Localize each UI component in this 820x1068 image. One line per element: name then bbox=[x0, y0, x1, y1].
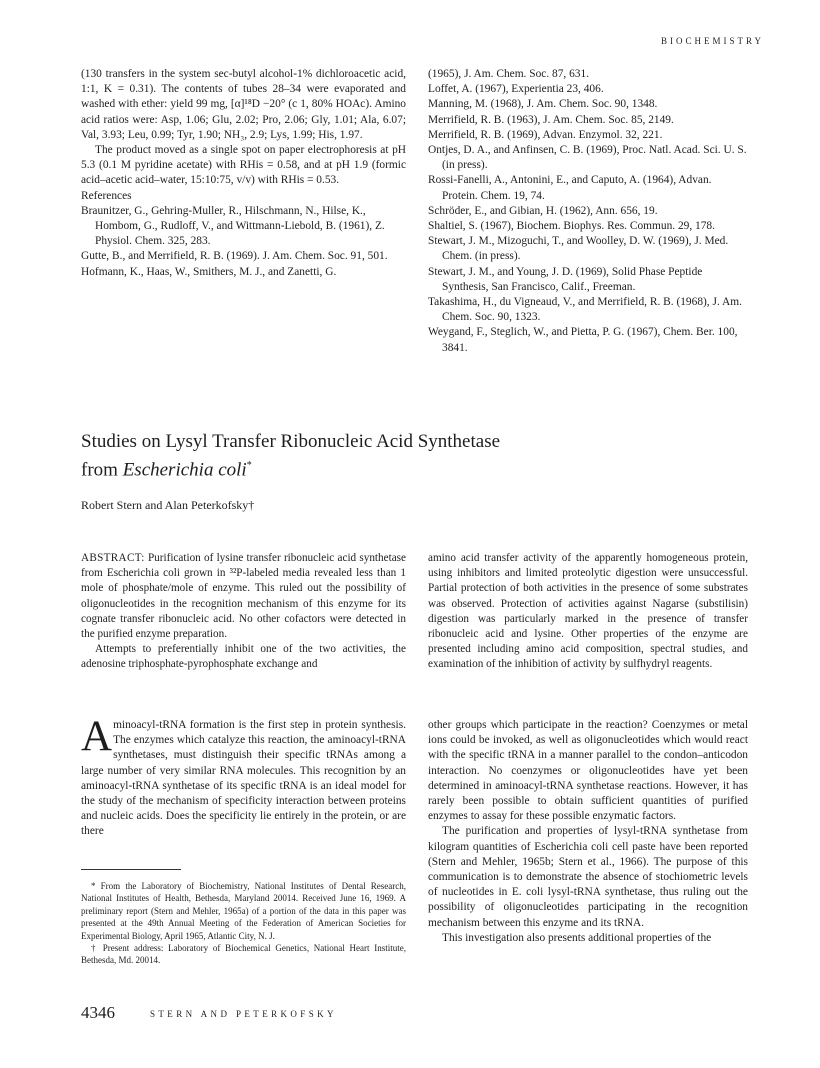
abstract-text: Purification of lysine transfer ribonucleic acid synthetase from Escherichia coli grown in ³²P-labeled media revealed less than 1 mole of phosphate/mole of enzyme. This ruled out the possibility of oligonucleotides in the recognition mechanism of this enzyme for its cognate transfer ribonucleic acid. No other cofactors were detected in the purified enzyme preparation. bbox=[81, 552, 406, 641]
reference-item: Stewart, J. M., and Young, J. D. (1969), Solid Phase Peptide Synthesis, San Francisco, Calif., Freeman. bbox=[428, 265, 703, 293]
reference-item: Merrifield, R. B. (1963), J. Am. Chem. Soc. 85, 2149. bbox=[428, 113, 674, 126]
drop-cap: A bbox=[81, 713, 113, 760]
abstract-paragraph: Attempts to preferentially inhibit one of the two activities, the adenosine triphosphate-pyrophosphate exchange and bbox=[81, 643, 406, 671]
reference-item: Hofmann, K., Haas, W., Smithers, M. J., and Zanetti, G. bbox=[81, 265, 337, 278]
intro-text: minoacyl-tRNA formation is the first step in protein synthesis. The enzymes which catalyze this reaction, the aminoacyl-tRNA synthetases, must distinguish their specific tRNAs among a large number of very similar RNA molecules. This recognition by an aminoacyl-tRNA synthetase of its specific tRNA is an ideal model for the study of the mechanism of specificity interaction between proteins and nucleic acids. Does the specificity lie entirely in the protein, or are there bbox=[81, 719, 406, 838]
authors: Robert Stern and Alan Peterkofsky† bbox=[81, 498, 255, 512]
body-paragraph: This investigation also presents additional properties of the bbox=[442, 931, 712, 944]
abstract-label: ABSTRACT: bbox=[81, 552, 145, 564]
title-line-2-prefix: from bbox=[81, 459, 123, 481]
footnotes bbox=[81, 880, 406, 967]
reference-item: Stewart, J. M., Mizoguchi, T., and Woolley, D. W. (1969), J. Med. Chem. (in press). bbox=[428, 235, 729, 263]
footnote-affiliation: * From the Laboratory of Biochemistry, National Institutes of Dental Research, National Institutes of Health, Bethesda, Maryland 20014. Received June 16, 1969. A preliminary report (Stern and Mehler, 1965a) of a portion of the data in this paper was presented at the 49th Annual Meeting of the Federation of American Societies for Experimental Biology, April 1965, Atlantic City, N. J. bbox=[81, 881, 406, 941]
body-paragraph: The purification and properties of lysyl-tRNA synthetase from kilogram quantities of Escherichia coli cell paste have been reported (Stern and Mehler, 1965b; Stern et al., 1966). The purpose of this communication is to demonstrate the absence of stochiometric levels of nucleotides in E. coli lysyl-tRNA synthetase, thus ruling out the possibility of oligonucleotides participating in the recognition mechanism between this enzyme and its tRNA. bbox=[428, 825, 748, 929]
abstract-right bbox=[428, 551, 748, 673]
electrophoresis-paragraph: The product moved as a single spot on paper electrophoresis at pH 5.3 (0.1 M pyridine acetate) with RHis = 0.58, and at pH 1.9 (formic acid–acetic acid–water, 15:10:75, v/v) with RHis = 0.53. bbox=[81, 144, 406, 187]
title-organism: Escherichia coli bbox=[122, 459, 247, 481]
reference-item: Takashima, H., du Vigneaud, V., and Merrifield, R. B. (1968), J. Am. Chem. Soc. 90, 1323. bbox=[428, 296, 742, 324]
reference-item: Rossi-Fanelli, A., Antonini, E., and Caputo, A. (1964), Advan. Protein. Chem. 19, 74. bbox=[428, 174, 712, 202]
reference-item: (1965), J. Am. Chem. Soc. 87, 631. bbox=[428, 68, 590, 80]
body-left-column bbox=[81, 713, 406, 840]
page-number: 4346 bbox=[81, 1003, 115, 1022]
references-right-column bbox=[428, 67, 748, 356]
reference-item: Shaltiel, S. (1967), Biochem. Biophys. Res. Commun. 29, 178. bbox=[428, 220, 715, 233]
reference-item: Ontjes, D. A., and Anfinsen, C. B. (1969), Proc. Natl. Acad. Sci. U. S. (in press). bbox=[428, 144, 747, 172]
reference-item: Braunitzer, G., Gehring-Muller, R., Hilschmann, N., Hilse, K., Hombom, G., Rudloff, V., and Wittmann-Liebold, B. (1961), Z. Physiol. Chem. 325, 283. bbox=[81, 204, 385, 248]
reference-item: Schröder, E., and Gibian, H. (1962), Ann. 656, 19. bbox=[428, 204, 658, 217]
references-heading: References bbox=[81, 189, 132, 202]
reference-item: Merrifield, R. B. (1969), Advan. Enzymol. 32, 221. bbox=[428, 128, 663, 141]
abstract-continuation: amino acid transfer activity of the apparently homogeneous protein, using inhibitors and limited proteolytic digestion were unsuccessful. Partial protection of both activities in the presence of some substrates was observed. Protection of activities against Nagarse (substilisin) digestion was particularly marked in the presence of transfer ribonucleic acid and lysine. Other properties of the enzyme are presented including amino acid composition, spectral studies, and examination of the inhibition of activity by sulfhydryl reagents. bbox=[428, 552, 748, 671]
footnote-present-address: † Present address: Laboratory of Biochemical Genetics, National Heart Institute, Bethesda, Md. 20014. bbox=[81, 943, 406, 966]
reference-item: Gutte, B., and Merrifield, R. B. (1969). J. Am. Chem. Soc. 91, 501. bbox=[81, 250, 388, 263]
reference-item: Weygand, F., Steglich, W., and Pietta, P. G. (1967), Chem. Ber. 100, 3841. bbox=[428, 326, 738, 354]
body-paragraph: other groups which participate in the reaction? Coenzymes or metal ions could be invoked, as well as oligonucleotides which would react with the specific tRNA in a manner parallel to the condon–anticodon interaction. No coenzymes or oligonucleotides have yet been determined in aminoacyl-tRNA synthetase reactions. However, it has rarely been possible to obtain sufficient quantities of purified enzymes to assay for these possible enzymatic factors. bbox=[428, 719, 748, 823]
article-title bbox=[81, 430, 721, 482]
continued-left-column bbox=[81, 67, 406, 280]
title-footnote-mark: * bbox=[246, 460, 252, 471]
journal-header: BIOCHEMISTRY bbox=[660, 36, 764, 46]
footnote-rule bbox=[81, 869, 181, 870]
body-right-column bbox=[428, 718, 748, 946]
title-line-1: Studies on Lysyl Transfer Ribonucleic Acid Synthetase bbox=[81, 431, 501, 452]
abstract-left bbox=[81, 551, 406, 673]
running-footer: STERN AND PETERKOFSKY bbox=[150, 1009, 337, 1019]
reference-item: Loffet, A. (1967), Experientia 23, 406. bbox=[428, 83, 604, 96]
reference-item: Manning, M. (1968), J. Am. Chem. Soc. 90, 1348. bbox=[428, 98, 658, 111]
experimental-paragraph: (130 transfers in the system sec-butyl alcohol-1% dichloroacetic acid, 1:1, K = 0.31). The contents of tubes 28–34 were evaporated and washed with ether: yield 99 mg, [α]¹⁸D −20° (c 1, 80% HOAc). Amino acid ratios were: Asp, 1.06; Glu, 2.02; Pro, 2.06; Gly, 1.01; Ala, 6.07; Val, 3.93; Leu, 0.99; Tyr, 1.90; NH₃, 2.9; Lys, 1.99; His, 1.97. bbox=[81, 68, 406, 141]
